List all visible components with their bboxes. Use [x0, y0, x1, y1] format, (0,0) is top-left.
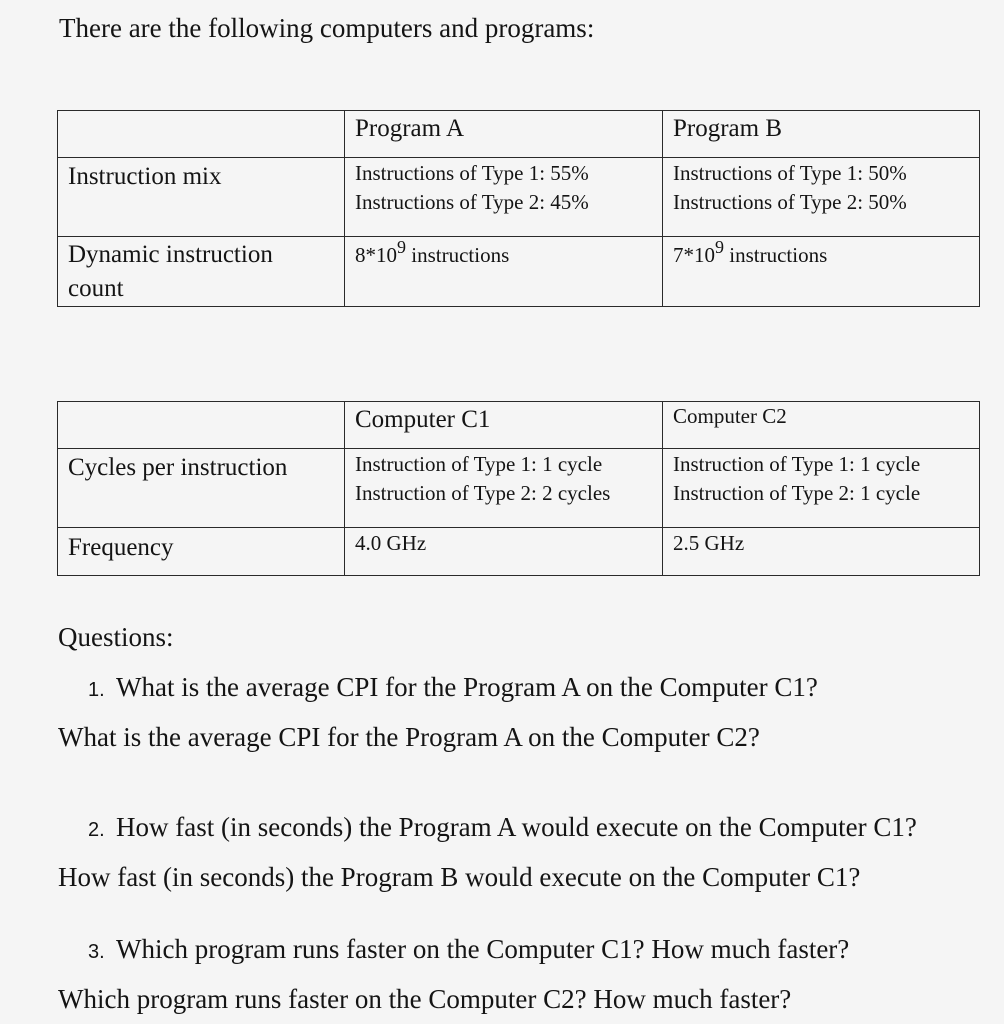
dynamic-count-label: Dynamic instruction count	[58, 237, 345, 307]
frequency-label: Frequency	[58, 528, 345, 576]
intro-text: There are the following computers and programs:	[59, 13, 595, 43]
program-b-count-base: 7*10	[673, 243, 715, 267]
programs-table	[57, 110, 980, 307]
c1-type1-cycles: Instruction of Type 1: 1 cycle	[355, 452, 603, 476]
computers-table	[57, 401, 980, 576]
question-2-number: 2.	[88, 819, 105, 841]
question-1-first-line: What is the average CPI for the Program A on the Computer C1?	[116, 672, 818, 702]
program-a-count-suffix: instructions	[406, 243, 510, 267]
computer-c2-header: Computer C2	[663, 402, 980, 449]
question-1-number: 1.	[88, 679, 105, 701]
c2-type1-cycles: Instruction of Type 1: 1 cycle	[673, 452, 921, 476]
computer-c1-cpi	[345, 449, 663, 528]
program-b-header: Program B	[663, 111, 980, 158]
program-a-mix	[345, 158, 663, 237]
question-3-first-line: Which program runs faster on the Computer C1? How much faster?	[116, 934, 850, 964]
program-b-type1: Instructions of Type 1: 50%	[673, 161, 907, 185]
c1-type2-cycles: Instruction of Type 2: 2 cycles	[355, 481, 611, 505]
program-b-count-exp: 9	[715, 237, 724, 257]
question-3-number: 3.	[88, 941, 105, 963]
cpi-row	[58, 449, 980, 528]
dynamic-count-row	[58, 237, 980, 307]
program-a-count-base: 8*10	[355, 243, 397, 267]
question-2-second-line: How fast (in seconds) the Program B would execute on the Computer C1?	[58, 862, 861, 892]
program-b-mix	[663, 158, 980, 237]
frequency-row	[58, 528, 980, 576]
program-a-count-exp: 9	[397, 237, 406, 257]
question-1	[58, 664, 818, 761]
questions-heading: Questions:	[58, 622, 174, 652]
program-a-type2: Instructions of Type 2: 45%	[355, 190, 589, 214]
computers-header-row	[58, 402, 980, 449]
instruction-mix-label: Instruction mix	[58, 158, 345, 237]
c2-type2-cycles: Instruction of Type 2: 1 cycle	[673, 481, 921, 505]
program-a-type1: Instructions of Type 1: 55%	[355, 161, 589, 185]
program-b-type2: Instructions of Type 2: 50%	[673, 190, 907, 214]
computer-c1-header: Computer C1	[345, 402, 663, 449]
program-b-count	[663, 237, 980, 307]
computer-c2-frequency: 2.5 GHz	[663, 528, 980, 576]
cpi-label: Cycles per instruction	[58, 449, 345, 528]
computer-c2-cpi	[663, 449, 980, 528]
question-2	[58, 804, 917, 901]
question-3	[58, 926, 849, 1023]
question-3-second-line: Which program runs faster on the Computer C2? How much faster?	[58, 984, 792, 1014]
programs-header-row	[58, 111, 980, 158]
computers-corner-cell	[58, 402, 345, 449]
question-2-first-line: How fast (in seconds) the Program A would execute on the Computer C1?	[116, 812, 917, 842]
computer-c1-frequency: 4.0 GHz	[345, 528, 663, 576]
program-b-count-suffix: instructions	[724, 243, 828, 267]
program-a-count	[345, 237, 663, 307]
program-a-header: Program A	[345, 111, 663, 158]
instruction-mix-row	[58, 158, 980, 237]
question-1-second-line: What is the average CPI for the Program A on the Computer C2?	[58, 722, 760, 752]
programs-corner-cell	[58, 111, 345, 158]
